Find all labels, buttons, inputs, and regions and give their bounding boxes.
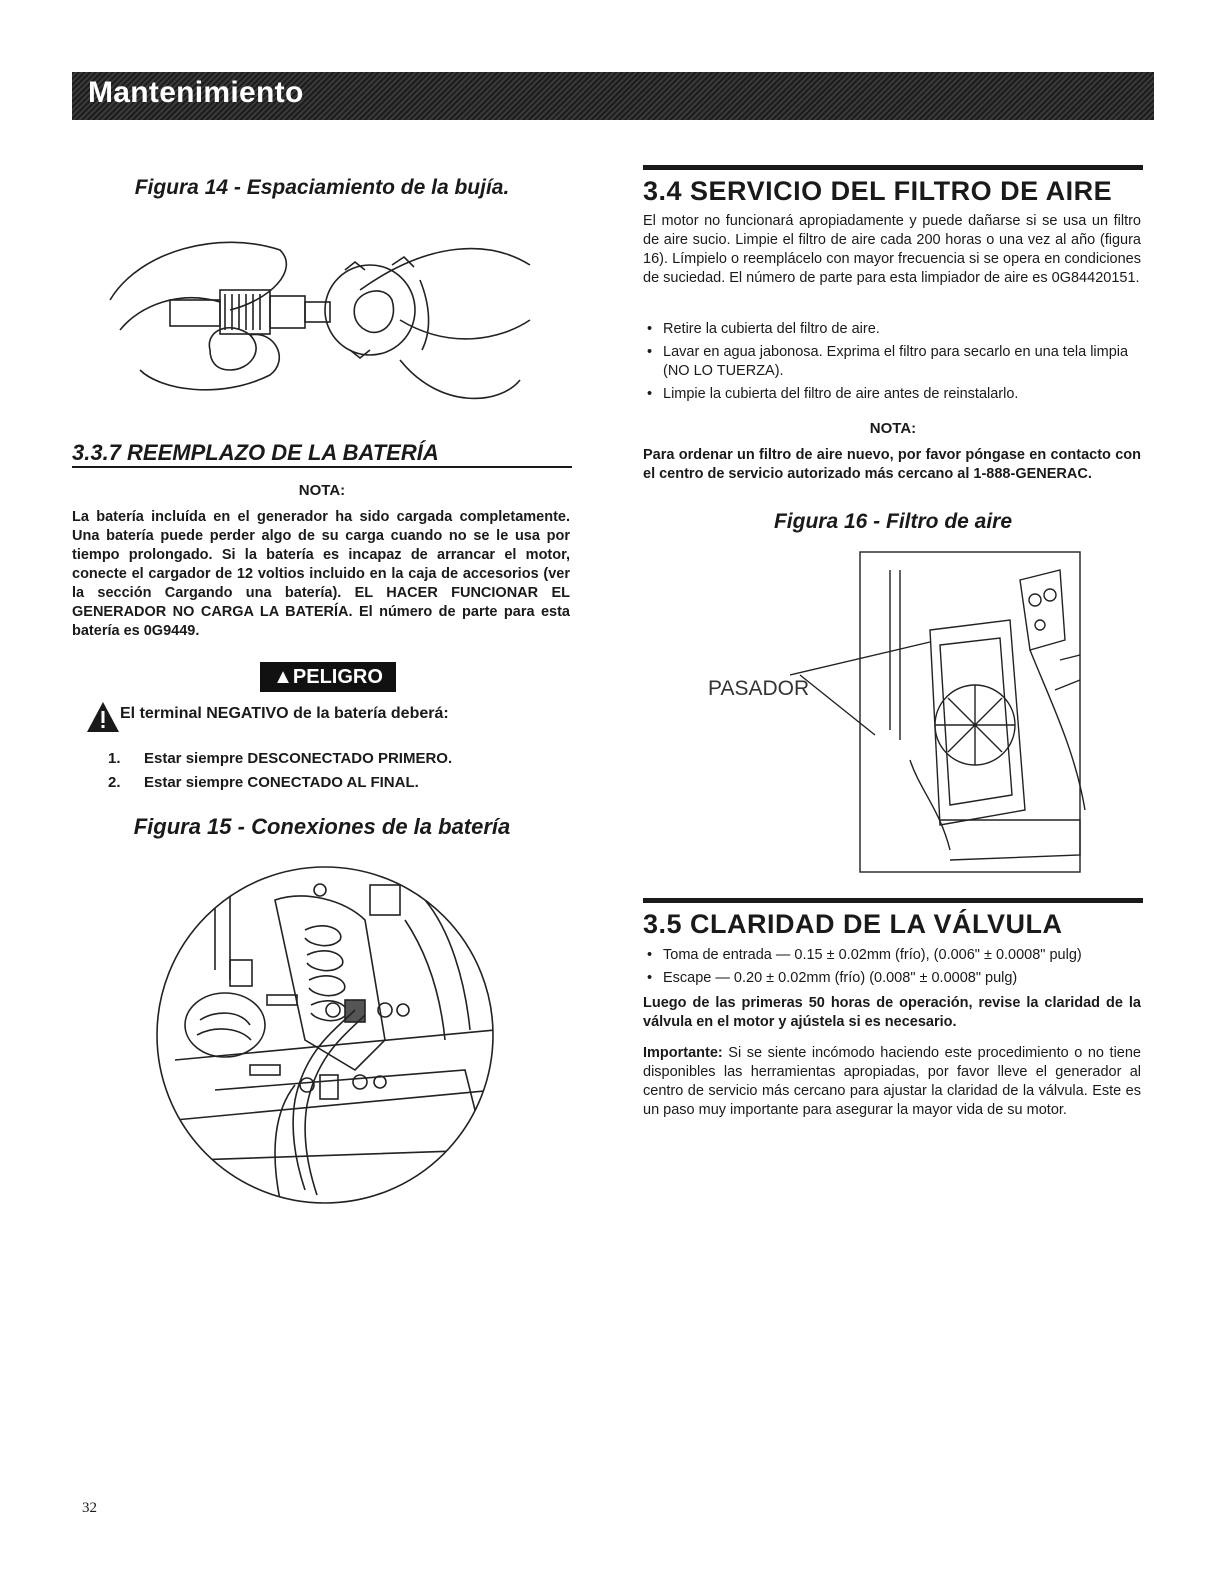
warning-triangle-icon: ▲ <box>273 666 293 688</box>
list-item: • Toma de entrada — 0.15 ± 0.02mm (frío), (0.006" ± 0.0008" pulg) <box>647 947 1082 963</box>
valve-check-instruction: Luego de las primeras 50 horas de operación, revise la claridad de la válvula en el motor y ajústela si es necesario. <box>643 995 1141 1030</box>
section-3-4-heading: 3.4 SERVICIO DEL FILTRO DE AIRE <box>643 165 1143 207</box>
air-filter-note-text: Para ordenar un filtro de aire nuevo, por favor póngase en contacto con el centro de servicio autorizado más cercano al 1-888-GENERAC. <box>643 447 1141 482</box>
list-item: • Lavar en agua jabonosa. Exprima el filtro para secarlo en una tela limpia (NO LO TUERZA). <box>647 344 1129 379</box>
figure-14-caption: Figura 14 - Espaciamiento de la bujía. <box>134 176 510 199</box>
bullet-icon: • <box>647 970 653 986</box>
danger-label: ▲PELIGRO <box>260 662 396 692</box>
section-3-5-heading: 3.5 CLARIDAD DE LA VÁLVULA <box>643 898 1143 940</box>
air-filter-illustration <box>790 550 1090 875</box>
warning-triangle-icon <box>85 700 121 734</box>
nota-label-left: NOTA: <box>298 482 346 499</box>
list-item: 2. Estar siempre CONECTADO AL FINAL. <box>108 774 419 791</box>
air-filter-paragraph: El motor no funcionará apropiadamente y puede dañarse si se usa un filtro de aire sucio. Limpie el filtro de aire cada 200 horas o una vez al año (figura 16). Límpielo o reemplácelo con mayor frecuencia si se opera en condiciones de suciedad. El número de parte para esta limpiador de aire es 0G84420151. <box>643 213 1141 286</box>
importante-paragraph <box>643 1044 1141 1120</box>
figure-15-caption: Figura 15 - Conexiones de la batería <box>133 814 511 839</box>
section-banner <box>72 72 1154 120</box>
danger-statement: El terminal NEGATIVO de la batería deberá: <box>120 705 449 722</box>
battery-steps-list <box>108 747 452 795</box>
page-number: 32 <box>82 1500 97 1516</box>
list-item: • Limpie la cubierta del filtro de aire antes de reinstalarlo. <box>647 386 1019 402</box>
valve-clearance-list <box>643 946 1141 992</box>
importante-label: Importante: <box>643 1045 723 1061</box>
section-3-3-7-heading: 3.3.7 REEMPLAZO DE LA BATERÍA <box>72 440 572 468</box>
bullet-icon: • <box>647 386 653 402</box>
list-item: 1. Estar siempre DESCONECTADO PRIMERO. <box>108 750 453 767</box>
battery-connections-illustration <box>155 860 495 1210</box>
list-item: • Escape — 0.20 ± 0.02mm (frío) (0.008" ± 0.0008" pulg) <box>647 970 1018 986</box>
figure-16-caption: Figura 16 - Filtro de aire <box>773 510 1013 533</box>
battery-note-text: La batería incluída en el generador ha sido cargada completamente. Una batería puede perder algo de su carga cuando no se le usa por tiempo prolongado. Si la batería es incapaz de arrancar el motor, conecte el cargador de 12 voltios incluido en la caja de accesorios (ver la sección Cargando una batería). EL HACER FUNCIONAR EL GENERADOR NO CARGA LA BATERÍA. El número de parte para esta batería es 0G9449. <box>72 509 570 639</box>
spark-plug-gap-illustration <box>100 210 540 415</box>
bullet-icon: • <box>647 344 653 360</box>
pasador-label: PASADOR <box>708 677 810 700</box>
banner-title: Mantenimiento <box>88 76 304 109</box>
importante-text: Si se siente incómodo haciendo este procedimiento o no tiene disponibles las herramientas apropiadas, por favor lleve el generador al centro de servicio más cercano para ajustar la claridad de la válvula. Este es un paso muy importante para asegurar la mayor vida de su motor. <box>643 1045 1141 1118</box>
list-item: • Retire la cubierta del filtro de aire. <box>647 321 880 337</box>
nota-label-right: NOTA: <box>869 420 917 437</box>
air-filter-steps-list <box>643 320 1141 408</box>
bullet-icon: • <box>647 321 653 337</box>
bullet-icon: • <box>647 947 653 963</box>
